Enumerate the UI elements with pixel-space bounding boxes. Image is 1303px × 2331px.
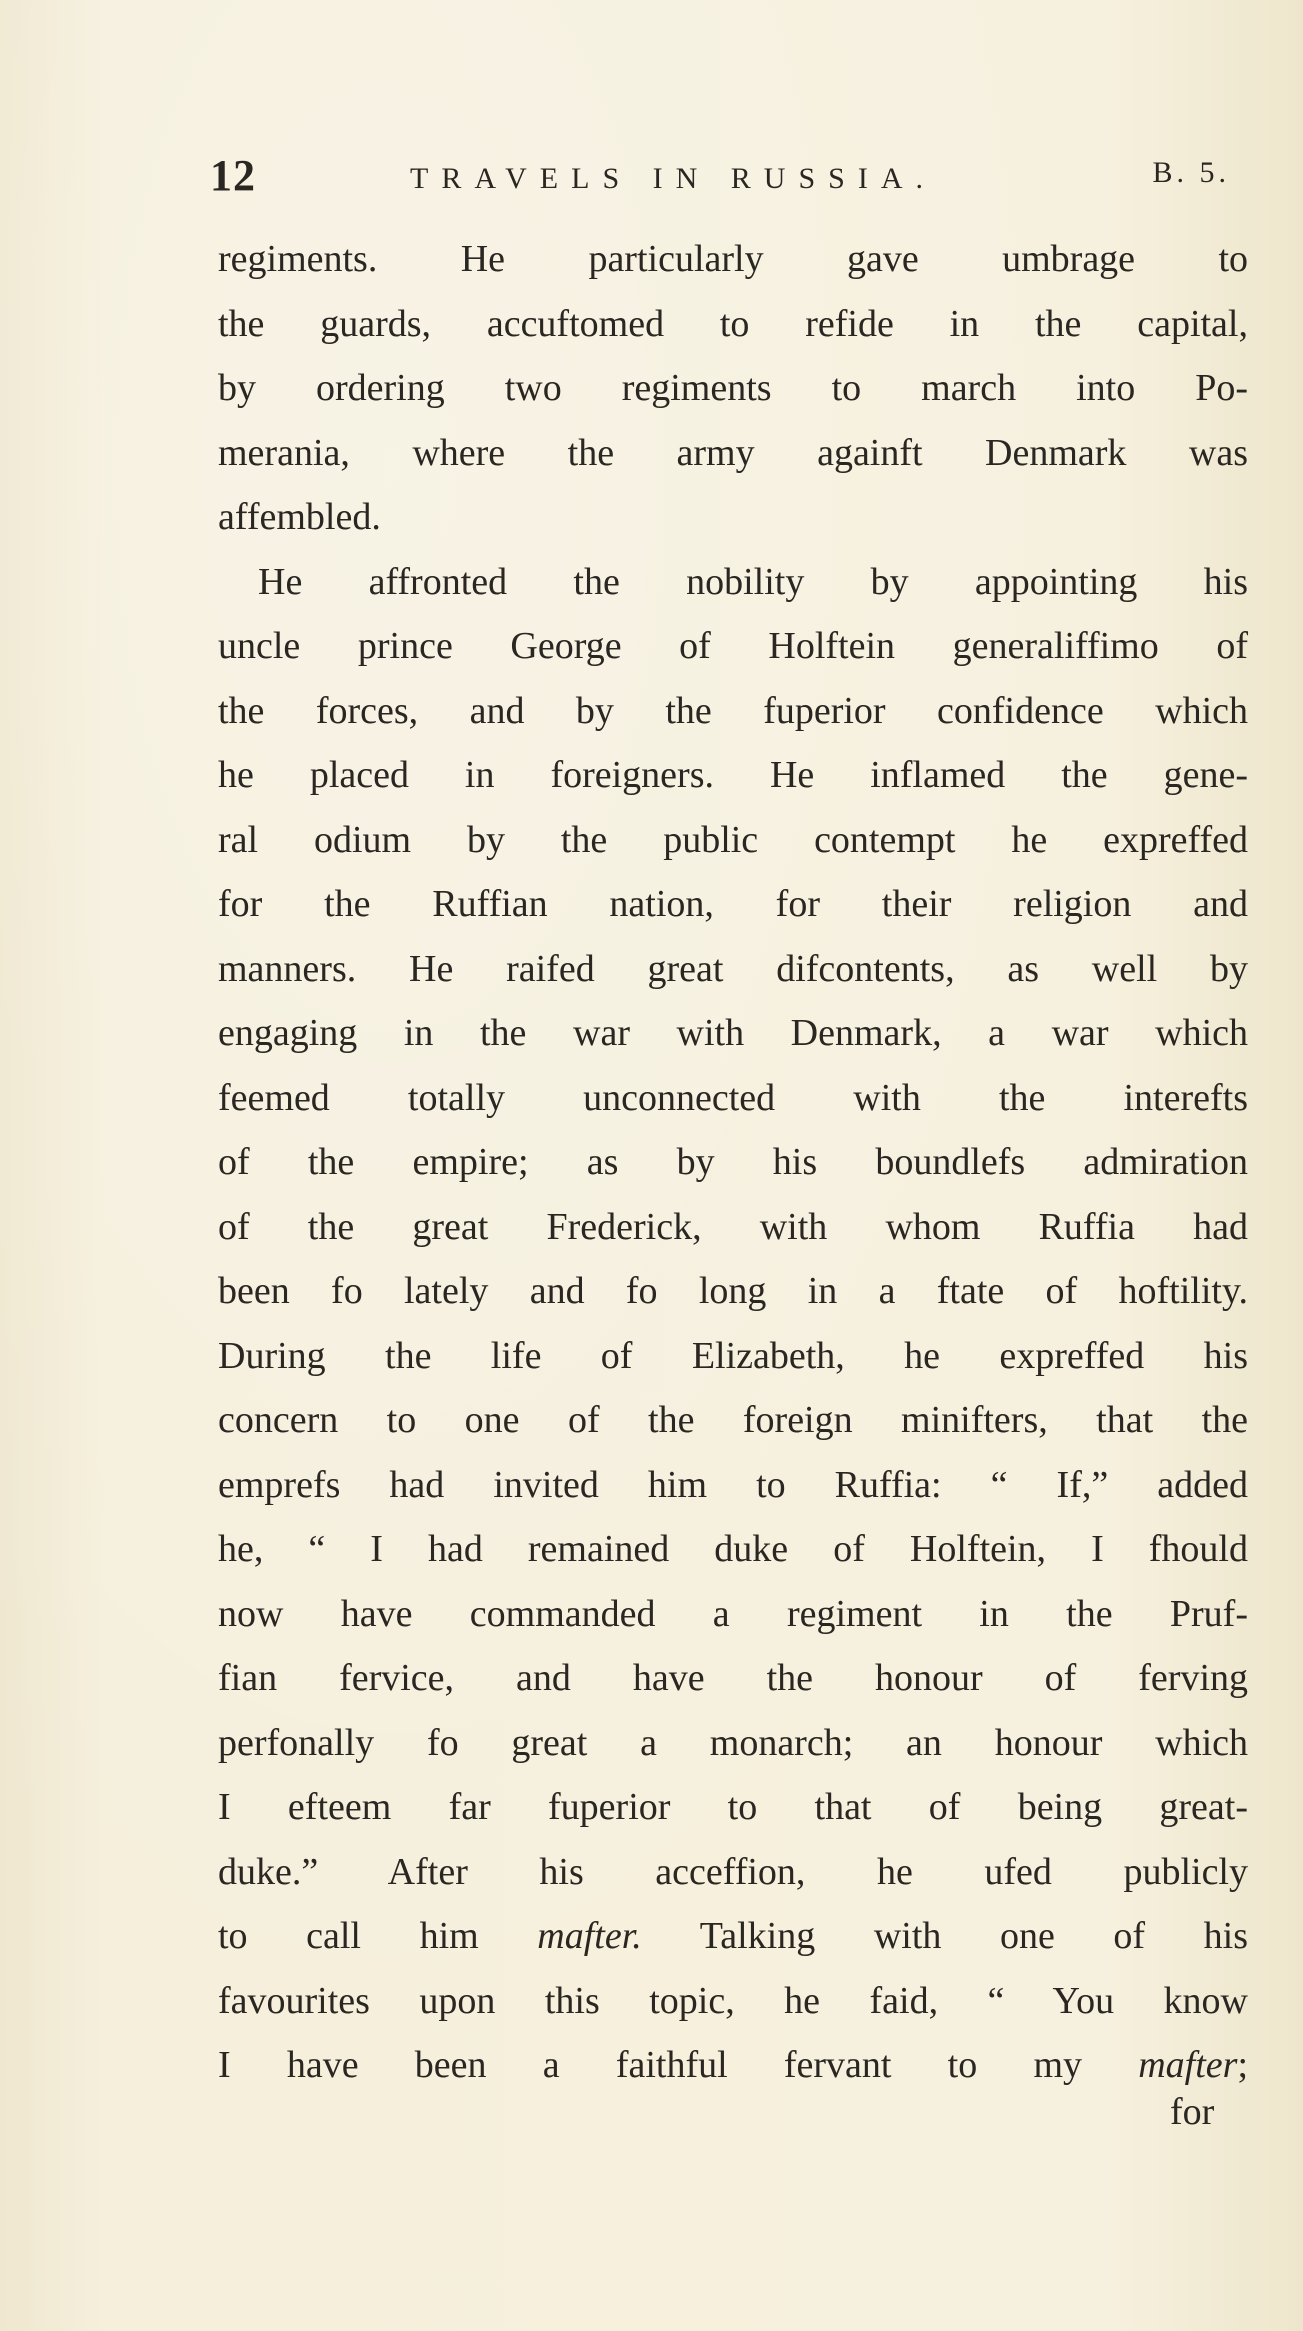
text-segment: ; xyxy=(1237,2044,1248,2086)
text-line: the guards, accuftomed to refide in the capital, xyxy=(218,302,1248,345)
text-line: perfonally fo great a monarch; an honour which xyxy=(218,1721,1248,1764)
text-line: emprefs had invited him to Ruffia: “ If,” added xyxy=(218,1463,1248,1506)
text-line: affembled. xyxy=(218,496,381,538)
text-segment: Talking with one of his xyxy=(641,1915,1249,1957)
page-number: 12 xyxy=(210,151,256,200)
paragraph-start-line: He affronted the nobility by appointing his xyxy=(258,560,1248,603)
text-line: favourites upon this topic, he faid, “ You know xyxy=(218,1979,1248,2022)
text-line: for the Ruffian nation, for their religion and xyxy=(218,883,1248,925)
text-line: ral odium by the public contempt he expreffed xyxy=(218,818,1248,861)
text-line: of the empire; as by his boundlefs admiration xyxy=(218,1141,1248,1183)
text-line: the forces, and by the fuperior confidence which xyxy=(218,689,1248,732)
text-line-with-italic xyxy=(218,1904,1248,1969)
text-line: I efteem far fuperior to that of being great- xyxy=(218,1786,1248,1828)
text-line: regiments. He particularly gave umbrage to xyxy=(218,238,1248,280)
text-line: uncle prince George of Holftein generaliffimo of xyxy=(218,625,1248,667)
text-line: concern to one of the foreign minifters, that the xyxy=(218,1399,1248,1441)
section-mark: B. 5. xyxy=(1152,156,1230,189)
text-line-with-italic xyxy=(218,2033,1248,2098)
text-line: merania, where the army againft Denmark was xyxy=(218,431,1248,474)
italic-word: mafter xyxy=(1138,2044,1238,2086)
text-segment: to call him xyxy=(218,1915,479,1957)
text-line: feemed totally unconnected with the interefts xyxy=(218,1076,1248,1119)
text-line: During the life of Elizabeth, he expreffed his xyxy=(218,1334,1248,1377)
text-line: manners. He raifed great difcontents, as well by xyxy=(218,947,1248,990)
text-line: duke.” After his acceffion, he ufed publicly xyxy=(218,1850,1248,1893)
italic-word: mafter. xyxy=(537,1915,642,1957)
text-line: he placed in foreigners. He inflamed the gene- xyxy=(218,754,1248,796)
text-line: he, “ I had remained duke of Holftein, I fhould xyxy=(218,1528,1248,1570)
text-line: been fo lately and fo long in a ftate of hoftility. xyxy=(218,1270,1248,1312)
text-segment: I have been a faithful fervant to my xyxy=(218,2044,1139,2086)
text-line: now have commanded a regiment in the Pruf- xyxy=(218,1592,1248,1635)
text-line: engaging in the war with Denmark, a war which xyxy=(218,1012,1248,1054)
catchword: for xyxy=(1170,2091,1215,2133)
text-line: fian fervice, and have the honour of ferving xyxy=(218,1657,1248,1699)
text-line: of the great Frederick, with whom Ruffia had xyxy=(218,1205,1248,1248)
running-title: TRAVELS IN RUSSIA. xyxy=(410,162,936,195)
page-header xyxy=(210,150,1270,200)
body-text xyxy=(218,227,1248,2098)
text-line: by ordering two regiments to march into Po- xyxy=(218,367,1248,409)
